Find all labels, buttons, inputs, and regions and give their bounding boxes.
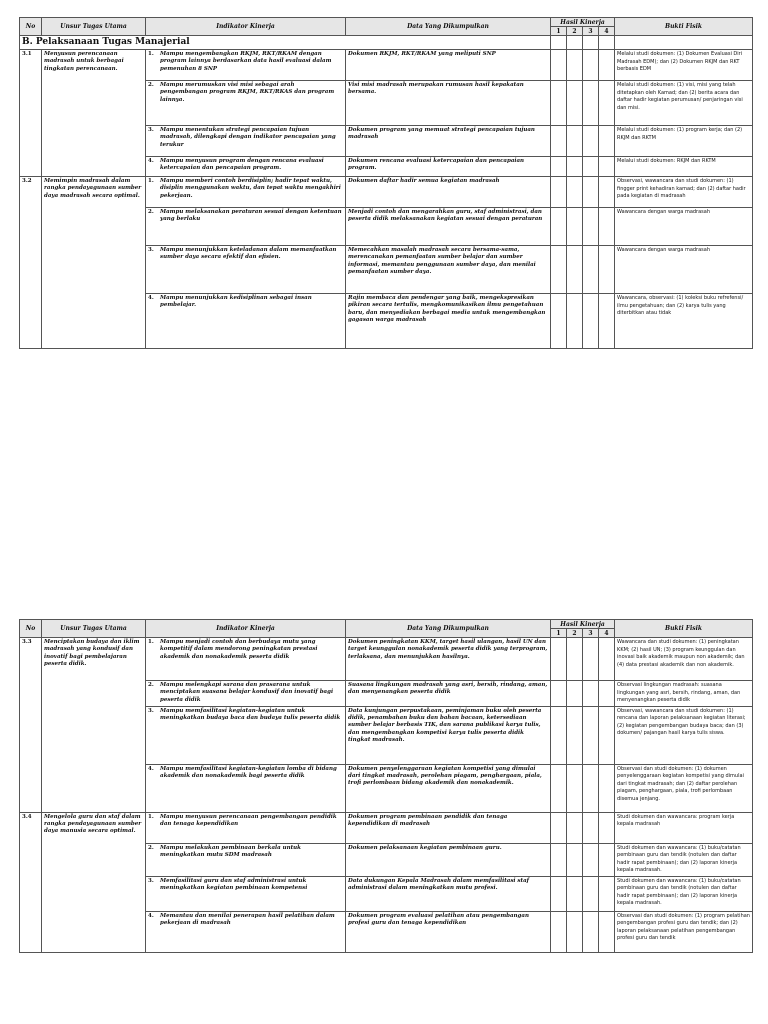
score-cell-2[interactable]: [567, 764, 583, 812]
indicator-number: 2.: [148, 844, 154, 851]
header-bukti: Bukti Fisik: [615, 18, 753, 36]
collected-data: Dokumen peningkatan KKM, target hasil ulangan, hasil UN dan target keunggulan nonakademik peserta didik yang terprogram, terlaksana, dan menunjukkan hasilnya.: [346, 638, 551, 681]
score-cell-3[interactable]: [583, 764, 599, 812]
header-indikator: Indikator Kinerja: [146, 620, 346, 638]
header-data: Data Yang Dikumpulkan: [346, 620, 551, 638]
indicator-text: Mampu melaksanakan peraturan sesuai dengan ketentuan yang berlaku: [160, 209, 342, 223]
score-header-4: 4: [599, 629, 615, 638]
score-cell-3[interactable]: [583, 246, 599, 294]
score-cell-2[interactable]: [567, 294, 583, 349]
header-indikator: Indikator Kinerja: [146, 18, 346, 36]
indicator-number: 3.: [148, 127, 154, 133]
score-cell-4[interactable]: [599, 81, 615, 126]
indicator-number: 3.: [148, 877, 154, 884]
section-row: [20, 36, 753, 50]
score-cell-2[interactable]: [567, 876, 583, 911]
score-cell-2[interactable]: [567, 50, 583, 81]
score-cell-2[interactable]: [567, 681, 583, 707]
collected-data: Dokumen RKJM, RKT/RKAM yang meliputi SNP: [346, 50, 551, 81]
score-cell-1[interactable]: [551, 876, 567, 911]
indicator-cell: [146, 294, 346, 349]
evidence: Wawancara dan studi dokumen: (1) peningkatan KKM; (2) hasil UN; (3) program keunggulan dan inovasi baik akademik maupun non akademik; dan (4) data prestasi akademik dan non akademik.: [615, 638, 753, 681]
score-cell-1[interactable]: [551, 208, 567, 246]
score-cell-4[interactable]: [599, 157, 615, 177]
score-cell-1[interactable]: [551, 157, 567, 177]
indicator-cell: [146, 208, 346, 246]
indicator-text: Memfasilitasi guru dan staf administrasi untuk meningkatkan kegiatan pembinaan kompetensi: [160, 877, 308, 891]
indicator-text: Mampu memfasilitasi kegiatan-kegiatan lomba di bidang akademik dan nonakademik bagi peserta didik: [160, 765, 337, 779]
indicator-text: Mampu menjadi contoh dan berbudaya mutu yang kompetitif dalam mendorong peningkatan prestasi akademik dan nonakademik peserta didik: [160, 639, 318, 660]
score-header-4: 4: [599, 27, 615, 36]
main-task: Menyusun perencanaan madrasah untuk berbagai tingkatan perencanaan.: [42, 50, 146, 177]
indicator-row: [20, 177, 753, 208]
evidence: Observasi, wawancara dan studi dokumen: (1) rencana dan laporan pelaksanaan kegiatan literasi; (2) kegiatan pengembangan budaya baca; dan (3) dokumen/ pajangan hasil karya tulis siswa.: [615, 706, 753, 764]
score-cell-1[interactable]: [551, 812, 567, 843]
indicator-number: 4.: [148, 158, 154, 164]
evidence: Wawancara, observasi: (1) koleksi buku refrefensi/ ilmu pengetahuan; dan (2) karya tulis yang diterbitkan atau tidak: [615, 294, 753, 349]
score-cell-2[interactable]: [567, 177, 583, 208]
indicator-text: Mampu menunjukkan keteladanan dalam memanfaatkan sumber daya secara efektif dan efisien.: [160, 247, 337, 261]
collected-data: Visi misi madrasah merupakan rumusan hasil kepakatan bersama.: [346, 81, 551, 126]
indicator-text: Mampu melakukan pembinaan berkala untuk meningkatkan mutu SDM madrasah: [160, 844, 301, 858]
indicator-text: Mampu memberi contoh berdisiplin; hadir tepat waktu, disiplin menggunakan waktu, dan tepat waktu mengakhiri pekerjaan.: [160, 178, 341, 199]
evidence: Studi dokumen dan wawancara: program kerja kepala madrasah: [615, 812, 753, 843]
score-cell-4[interactable]: [599, 208, 615, 246]
score-header-1: 1: [551, 629, 567, 638]
score-cell-2[interactable]: [567, 208, 583, 246]
collected-data: Dokumen rencana evaluasi ketercapaian dan pencapaian program.: [346, 157, 551, 177]
indicator-cell: [146, 706, 346, 764]
score-cell-2[interactable]: [567, 126, 583, 157]
assessment-table-1: [19, 17, 753, 349]
indicator-number: 4.: [148, 295, 154, 301]
score-cell-4[interactable]: [599, 911, 615, 952]
indicator-text: Mampu menunjukkan kedisiplinan sebagai insan pembelajar.: [160, 295, 312, 309]
indicator-number: 3.: [148, 707, 154, 714]
score-cell-3[interactable]: [583, 177, 599, 208]
score-cell-3[interactable]: [583, 638, 599, 681]
indicator-number: 2.: [148, 209, 154, 215]
indicator-cell: [146, 876, 346, 911]
evidence: Observasi, wawancara dan studi dokumen: (1) fingger print kehadiran kamad; dan (2) daftar hadir pada kegiatan di madrasah: [615, 177, 753, 208]
score-header-2: 2: [567, 27, 583, 36]
score-header-3: 3: [583, 27, 599, 36]
score-cell-4[interactable]: [599, 50, 615, 81]
assessment-table-2: [19, 619, 753, 953]
header-no: No: [20, 620, 42, 638]
indicator-cell: [146, 126, 346, 157]
score-cell-2[interactable]: [567, 246, 583, 294]
score-cell-3[interactable]: [583, 681, 599, 707]
evidence: Studi dokumen dan wawancara: (1) buku/catatan pembinaan guru dan tendik (notulen dan daftar hadir rapat pembinaan); dan (2) laporan kinerja kepala madrasah.: [615, 876, 753, 911]
indicator-cell: [146, 638, 346, 681]
collected-data: Memecahkan masalah madrasah secara bersama-sama, merencanakan pemanfaatan sumber belajar dan sumber informasi, memantau penggunaan sumber daya, dan menilai pemanfaatan sumber daya.: [346, 246, 551, 294]
indicator-number: 1.: [148, 178, 154, 184]
score-cell-4[interactable]: [599, 126, 615, 157]
header-hasil-kinerja: Hasil Kinerja: [551, 620, 615, 629]
indicator-row: [20, 812, 753, 843]
indicator-number: 1.: [148, 639, 154, 645]
indicator-text: Mampu melengkapi sarana dan prasarana untuk menciptakan suasana belajar kondusif dan inovatif bagi peserta didik: [160, 682, 334, 703]
score-cell-1[interactable]: [551, 706, 567, 764]
section-title: B. Pelaksanaan Tugas Manajerial: [20, 36, 551, 50]
evidence: Wawancara dengan warga madrasah: [615, 246, 753, 294]
indicator-cell: [146, 843, 346, 876]
score-cell-1[interactable]: [551, 294, 567, 349]
score-cell-4[interactable]: [599, 177, 615, 208]
score-header-2: 2: [567, 629, 583, 638]
score-cell-1[interactable]: [551, 177, 567, 208]
indicator-number: 4.: [148, 912, 154, 919]
score-cell-2[interactable]: [567, 81, 583, 126]
row-number: 3.4: [20, 812, 42, 952]
score-cell-1[interactable]: [551, 246, 567, 294]
score-cell-1[interactable]: [551, 764, 567, 812]
header-bukti: Bukti Fisik: [615, 620, 753, 638]
collected-data: Dokumen program pembinaan pendidik dan tenaga kependidikan di madrasah: [346, 812, 551, 843]
score-cell-2[interactable]: [567, 638, 583, 681]
indicator-cell: [146, 177, 346, 208]
header-data: Data Yang Dikumpulkan: [346, 18, 551, 36]
score-cell-3[interactable]: [583, 843, 599, 876]
score-cell-2[interactable]: [567, 911, 583, 952]
header-unsur: Unsur Tugas Utama: [42, 18, 146, 36]
indicator-row: [20, 50, 753, 81]
header-hasil-kinerja: Hasil Kinerja: [551, 18, 615, 27]
main-task: Menciptakan budaya dan iklim madrasah yang kondusif dan inovatif bagi pembelajaran peserta didik.: [42, 638, 146, 813]
collected-data: Menjadi contoh dan mengarahkan guru, staf administrasi, dan peserta didik melaksanakan kegiatan sesuai dengan peraturan: [346, 208, 551, 246]
indicator-number: 3.: [148, 247, 154, 253]
indicator-text: Mampu menyusun program dengan rencana evaluasi ketercapaian dan pencapaian program.: [160, 158, 324, 172]
score-cell-1[interactable]: [551, 843, 567, 876]
score-cell-3[interactable]: [583, 706, 599, 764]
score-cell-3[interactable]: [583, 208, 599, 246]
collected-data: Rajin membaca dan pendengar yang baik, mengekspresikan pikiran secara tertulis, mengkomunikasikan ilmu pengetahuan baru, dan menyediakan berbagai media untuk mengembangkan gagasan warga madrasah: [346, 294, 551, 349]
score-cell-3[interactable]: [583, 50, 599, 81]
indicator-cell: [146, 157, 346, 177]
score-cell-2[interactable]: [567, 843, 583, 876]
indicator-text: Mampu memfasilitasi kegiatan-kegiatan untuk meningkatkan budaya baca dan budaya tulis peserta didik: [160, 707, 341, 721]
evidence: Melalui studi dokumen: (1) Dokumen Evaluasi Diri Madrasah EDM); dan (2) Dokumen RKJM dan RKT berbasis EDM: [615, 50, 753, 81]
score-cell-4[interactable]: [599, 706, 615, 764]
evidence: Wawancara dengan warga madrasah: [615, 208, 753, 246]
indicator-cell: [146, 50, 346, 81]
indicator-number: 4.: [148, 765, 154, 772]
score-cell-4[interactable]: [599, 843, 615, 876]
score-cell-3[interactable]: [583, 81, 599, 126]
score-header-3: 3: [583, 629, 599, 638]
indicator-text: Mampu mengembangkan RKJM, RKT/RKAM dengan program lainnya berdasarkan data hasil evaluasi dalam pemenuhan 8 SNP: [160, 51, 332, 72]
score-cell-1[interactable]: [551, 126, 567, 157]
evidence: Melalui studi dokumen: (1) visi, misi yang telah ditetapkan oleh Kamad; dan (2) berita acara dan daftar hadir kegiatan perumusan/ penjaringan visi dan misi.: [615, 81, 753, 126]
indicator-cell: [146, 812, 346, 843]
evidence: Observasi lingkungan madrasah: suasana lingkungan yang asri, bersih, rindang, aman, dan menyenangkan peserta didik: [615, 681, 753, 707]
score-cell-3[interactable]: [583, 876, 599, 911]
indicator-text: Mampu menyusun perencanaan pengembangan pendidik dan tenaga kependidikan: [160, 813, 337, 827]
collected-data: Suasana lingkungan madrasah yang asri, bersih, rindang, aman, dan menyenangkan peserta didik: [346, 681, 551, 707]
score-cell-1[interactable]: [551, 911, 567, 952]
collected-data: Dokumen pelaksanaan kegiatan pembinaan guru.: [346, 843, 551, 876]
header-unsur: Unsur Tugas Utama: [42, 620, 146, 638]
row-number: 3.3: [20, 638, 42, 813]
score-cell-1[interactable]: [551, 638, 567, 681]
collected-data: Data dukungan Kepala Madrasah dalam memfasilitasi staf administrasi dalam meningkatkan mutu profesi.: [346, 876, 551, 911]
collected-data: Dokumen program evaluasi pelatihan atau pengembangan profesi guru dan tenaga kependidikan: [346, 911, 551, 952]
score-cell-4[interactable]: [599, 876, 615, 911]
collected-data: Dokumen penyelenggaraan kegiatan kompetisi yang dimulai dari tingkat madrasah, perolehan piagam, penghargaan, piala, trofi perlombaan bidang akademik dan nonakademik.: [346, 764, 551, 812]
score-cell-3[interactable]: [583, 294, 599, 349]
score-header-1: 1: [551, 27, 567, 36]
collected-data: Data kunjungan perpustakaan, peminjaman buku oleh peserta didik, penambahan buku dan bahan bacaan, ketersediaan sumber belajar berbasis TIK, dan sarana publikasi karya tulis, dan mengembangkan kompetisi karya tulis peserta didik tingkat madrasah.: [346, 706, 551, 764]
indicator-number: 2.: [148, 682, 154, 688]
indicator-cell: [146, 764, 346, 812]
score-cell-4[interactable]: [599, 246, 615, 294]
collected-data: Dokumen daftar hadir semua kegiatan madrasah: [346, 177, 551, 208]
header-no: No: [20, 18, 42, 36]
indicator-text: Memantau dan menilai penerapan hasil pelatihan dalam pekerjaan di madrasah: [160, 912, 335, 926]
score-cell-4[interactable]: [599, 294, 615, 349]
indicator-cell: [146, 246, 346, 294]
indicator-cell: [146, 911, 346, 952]
main-task: Mengelola guru dan staf dalam rangka pendayagunaan sumber daya manusia secara optimal.: [42, 812, 146, 952]
indicator-cell: [146, 81, 346, 126]
indicator-number: 2.: [148, 82, 154, 88]
score-cell-1[interactable]: [551, 681, 567, 707]
indicator-row: [20, 638, 753, 681]
score-cell-1[interactable]: [551, 81, 567, 126]
row-number: 3.1: [20, 50, 42, 177]
main-task: Memimpin madrasah dalam rangka pendayagunaan sumber daya madrasah secara optimal.: [42, 177, 146, 349]
indicator-number: 1.: [148, 51, 154, 57]
indicator-text: Mampu merumuskan visi misi sebagai arah pengembangan program RKJM, RKT/RKAS dan program lainnya.: [160, 82, 335, 103]
evidence: Observasi dan studi dokumen: (1) dokumen penyelenggaraan kegiatan kompetisi yang dimulai dari tingkat madrasah; dan (2) daftar perolehan piagam, penghargaan, piala, trofi perlombaan disemua jenjang.: [615, 764, 753, 812]
score-cell-2[interactable]: [567, 706, 583, 764]
score-cell-2[interactable]: [567, 812, 583, 843]
score-cell-4[interactable]: [599, 681, 615, 707]
score-cell-3[interactable]: [583, 812, 599, 843]
score-cell-1[interactable]: [551, 50, 567, 81]
evidence: Observasi dan studi dokumen: (1) program pelatihan pengembangan profesi guru dan tendik; dan (2) laporan pelaksanaan pelatihan pengembangan profesi guru dan tendik: [615, 911, 753, 952]
indicator-cell: [146, 681, 346, 707]
score-cell-3[interactable]: [583, 157, 599, 177]
evidence: Studi dokumen dan wawancara: (1) buku/catatan pembinaan guru dan tendik (notulen dan daftar hadir rapat pembinaan); dan (2) laporan kinerja kepala madrasah.: [615, 843, 753, 876]
score-cell-4[interactable]: [599, 764, 615, 812]
evidence: Melalui studi dokumen: RKJM dan RKTM: [615, 157, 753, 177]
score-cell-4[interactable]: [599, 812, 615, 843]
score-cell-4[interactable]: [599, 638, 615, 681]
indicator-text: Mampu menentukan strategi pencapaian tujuan madrasah, dilengkapi dengan indikator pencapaian yang terukur: [160, 127, 336, 148]
collected-data: Dokumen program yang memuat strategi pencapaian tujuan madrasah: [346, 126, 551, 157]
score-cell-3[interactable]: [583, 126, 599, 157]
row-number: 3.2: [20, 177, 42, 349]
score-cell-3[interactable]: [583, 911, 599, 952]
evidence: Melalui studi dokumen: (1) program kerja; dan (2) RKJM dan RKTM: [615, 126, 753, 157]
indicator-number: 1.: [148, 813, 154, 820]
score-cell-2[interactable]: [567, 157, 583, 177]
